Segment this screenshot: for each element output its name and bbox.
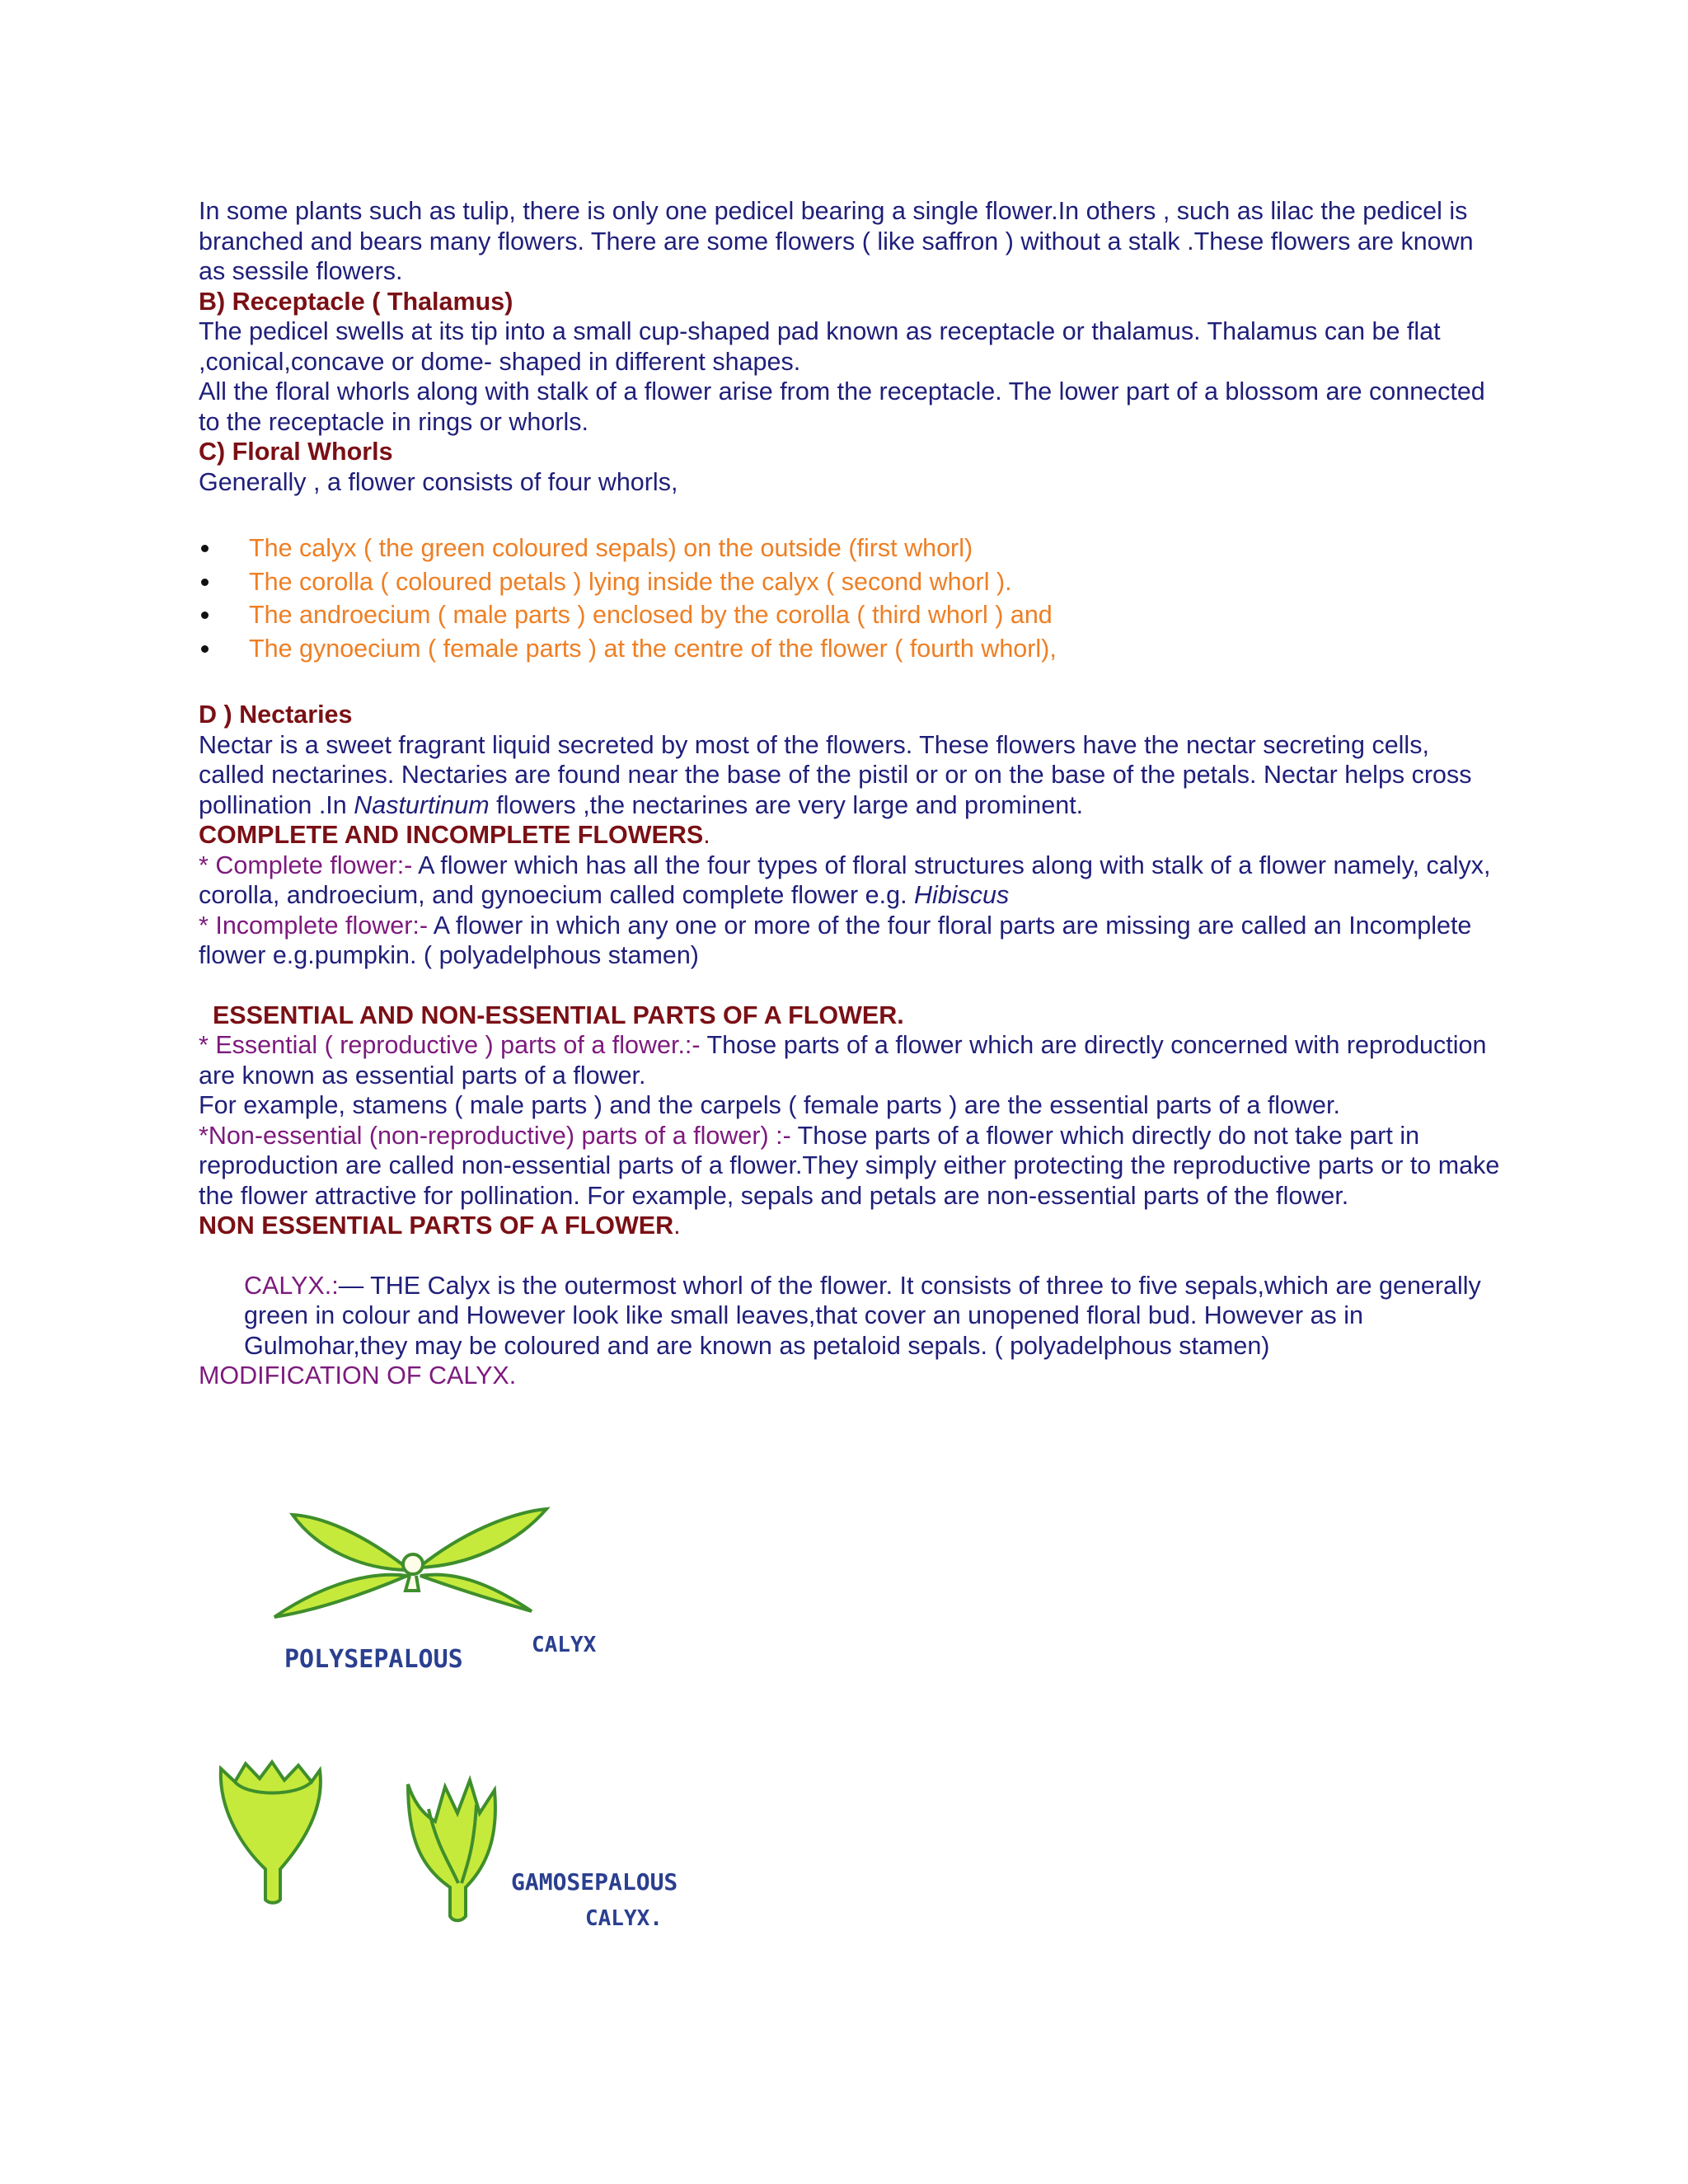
essential-parts-text: Those parts of a flower which are directly concerned with reproduction are known as essential parts of a flower.	[199, 1031, 1487, 1090]
calyx-center	[403, 1554, 423, 1574]
receptacle-heading: B) Receptacle ( Thalamus)	[199, 287, 513, 316]
complete-heading-text: COMPLETE AND INCOMPLETE FLOWERS	[199, 821, 704, 849]
sepal-bottom-right	[420, 1575, 532, 1611]
receptacle-paragraph-1: The pedicel swells at its tip into a small cup-shaped pad known as receptacle or thalamus. Thalamus can be flat ,conical,concave or dome- shaped in different shapes.	[199, 317, 1441, 376]
essential-heading: ESSENTIAL AND NON-ESSENTIAL PARTS OF A FLOWER.	[199, 1001, 904, 1029]
whorl-item-corolla: The corolla ( coloured petals ) lying inside the calyx ( second whorl ).	[199, 565, 1501, 599]
sepal-top-right	[419, 1509, 546, 1568]
non-essential-heading	[199, 1211, 1501, 1241]
floral-whorls-heading: C) Floral Whorls	[199, 438, 393, 466]
non-essential-parts-label: *Non-essential (non-reproductive) parts of a flower) :-	[199, 1121, 791, 1150]
sepal-top-left	[293, 1515, 410, 1570]
complete-flower-label: * Complete flower:-	[199, 851, 413, 879]
complete-heading-dot: .	[703, 821, 710, 849]
incomplete-flower-definition	[199, 911, 1501, 971]
non-essential-heading-text: NON ESSENTIAL PARTS OF A FLOWER	[199, 1212, 674, 1240]
polysepalous-calyx-label: CALYX	[532, 1633, 597, 1657]
nectaries-text-2: flowers ,the nectarines are very large and prominent.	[489, 790, 1084, 819]
whorls-list	[199, 532, 1501, 665]
floral-whorls-intro: Generally , a flower consists of four whorls,	[199, 467, 678, 496]
incomplete-flower-label: * Incomplete flower:-	[199, 911, 428, 940]
nasturtinum-term: Nasturtinum	[354, 790, 490, 819]
gamosepalous-label: GAMOSEPALOUS	[511, 1868, 678, 1896]
non-essential-parts-definition	[199, 1121, 1501, 1212]
calyx-label: CALYX.:	[244, 1271, 339, 1300]
essential-parts-label: * Essential ( reproductive ) parts of a flower.:-	[199, 1031, 701, 1059]
gamosepalous-calyx-drawing-right	[408, 1780, 495, 1920]
nectaries-text-1: Nectar is a sweet fragrant liquid secreted by most of the flowers. These flowers have the nectar secreting cells, called nectarines. Nectaries are found near the base of the pistil or or on the base of the petals. Nectar helps cross pollination .In	[199, 730, 1472, 819]
complete-flower-definition	[199, 851, 1501, 911]
intro-paragraph: In some plants such as tulip, there is only one pedicel bearing a single flower.In others , such as lilac the pedicel is branched and bears many flowers. There are some flowers ( like saffron ) without a stalk .These flowers are known as sessile flowers.	[199, 197, 1474, 285]
modification-of-calyx: MODIFICATION OF CALYX.	[199, 1361, 517, 1390]
whorl-item-gynoecium: The gynoecium ( female parts ) at the centre of the flower ( fourth whorl),	[199, 632, 1501, 666]
calyx-text: — THE Calyx is the outermost whorl of the flower. It consists of three to five sepals,which are generally green in colour and However look like small leaves,that cover an unopened floral bud. However as in Gulmohar,they may be coloured and are known as petaloid sepals. ( polyadelphous stamen)	[244, 1271, 1481, 1360]
document-page	[199, 196, 1501, 1391]
sepal-bottom-left	[274, 1575, 407, 1617]
complete-flower-text: A flower which has all the four types of floral structures along with stalk of a flower namely, calyx, corolla, androecium, and gynoecium called complete flower e.g.	[199, 851, 1491, 909]
essential-parts-definition	[199, 1030, 1501, 1090]
nectaries-paragraph	[199, 730, 1501, 821]
gamosepalous-calyx-label: CALYX.	[585, 1906, 663, 1931]
non-essential-parts-text: Those parts of a flower which directly do not take part in reproduction are called non-essential parts of a flower.They simply either protecting the reproductive parts or to make the flower attractive for pollination. For example, sepals and petals are non-essential parts of the flower.	[199, 1121, 1500, 1210]
receptacle-paragraph-2: All the floral whorls along with stalk of a flower arise from the receptacle. The lower part of a blossom are connected to the receptacle in rings or whorls.	[199, 377, 1485, 436]
essential-example: For example, stamens ( male parts ) and the carpels ( female parts ) are the essential parts of a flower.	[199, 1091, 1340, 1119]
whorl-item-calyx: The calyx ( the green coloured sepals) on the outside (first whorl)	[199, 532, 1501, 565]
non-essential-heading-dot: .	[673, 1212, 681, 1240]
hibiscus-term: Hibiscus	[914, 881, 1010, 909]
whorl-item-androecium: The androecium ( male parts ) enclosed by the corolla ( third whorl ) and	[199, 598, 1501, 632]
incomplete-flower-text: A flower in which any one or more of the four floral parts are missing are called an Incomplete flower e.g.pumpkin. ( polyadelphous stamen)	[199, 911, 1472, 969]
polysepalous-calyx-drawing	[274, 1509, 546, 1617]
pedicel	[406, 1576, 419, 1591]
polysepalous-label: POLYSEPALOUS	[284, 1645, 463, 1674]
complete-incomplete-heading	[199, 820, 1501, 851]
nectaries-heading: D ) Nectaries	[199, 701, 353, 729]
gamosepalous-calyx-drawing-left	[221, 1762, 321, 1903]
calyx-paragraph	[199, 1271, 1501, 1361]
